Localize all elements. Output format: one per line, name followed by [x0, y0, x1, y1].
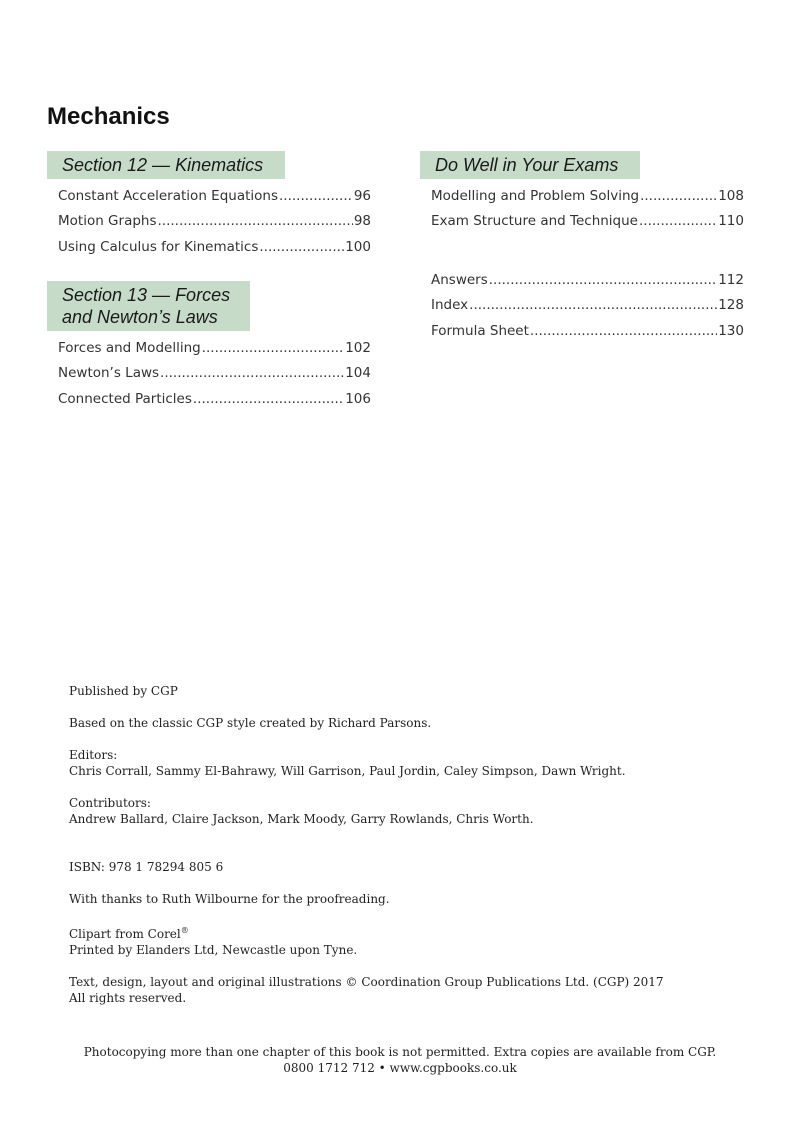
toc-entry-title: Newton’s Laws — [58, 365, 160, 382]
contributors-list: Andrew Ballard, Claire Jackson, Mark Moody, Garry Rowlands, Chris Worth. — [69, 812, 534, 826]
registered-mark: ® — [180, 926, 189, 935]
toc-entry[interactable] — [58, 187, 371, 212]
footer — [0, 1044, 800, 1076]
toc-entry-title: Modelling and Problem Solving — [431, 188, 640, 204]
toc-entry-title: Forces and Modelling — [58, 340, 201, 356]
toc-entry[interactable] — [431, 271, 744, 296]
toc-leader — [259, 238, 344, 256]
photocopy-notice: Photocopying more than one chapter of this book is not permitted. Extra copies are available from CGP. — [83, 1045, 717, 1059]
clipart-text: Clipart from Corel — [69, 927, 181, 941]
copyright-notice: Text, design, layout and original illustrations © Coordination Group Publications Ltd. (CGP) 2017 — [69, 975, 664, 989]
toc-entry-title: Index — [431, 297, 469, 314]
rights-reserved: All rights reserved. — [69, 991, 187, 1005]
toc-entry-title: Answers — [431, 272, 488, 288]
toc-leader — [639, 212, 717, 230]
toc-entry-title: Exam Structure and Technique — [431, 213, 638, 230]
toc-entry-title: Motion Graphs — [58, 213, 157, 230]
toc-entry-title: Formula Sheet — [431, 322, 529, 339]
section-13-title-line2: and Newton’s Laws — [62, 307, 218, 327]
section-12-toc — [58, 187, 371, 263]
exams-section-title: Do Well in Your Exams — [435, 155, 619, 175]
based-on: Based on the classic CGP style created by Richard Parsons. — [69, 716, 432, 730]
isbn: ISBN: 978 1 78294 805 6 — [69, 860, 224, 874]
toc-entry[interactable] — [431, 212, 744, 237]
section-13-toc — [58, 339, 371, 415]
toc-entry-page: 98 — [353, 213, 371, 230]
toc-leader — [193, 390, 344, 408]
contact-line: 0800 1712 712 • www.cgpbooks.co.uk — [283, 1061, 517, 1075]
exams-section-header — [420, 151, 640, 179]
toc-entry-page: 102 — [345, 340, 371, 356]
toc-entry-page: 110 — [718, 213, 744, 230]
toc-entry[interactable] — [58, 390, 371, 415]
toc-entry-page: 100 — [345, 238, 371, 255]
toc-entry-page: 128 — [718, 297, 744, 314]
contributors-label: Contributors: — [69, 796, 151, 810]
publishing-info — [69, 683, 749, 1006]
toc-entry-page: 104 — [345, 365, 371, 382]
toc-entry-page: 108 — [718, 188, 744, 204]
toc-leader — [530, 322, 717, 340]
clipart-credit — [69, 923, 749, 942]
toc-entry[interactable] — [58, 339, 371, 364]
toc-entry-title: Using Calculus for Kinematics — [58, 238, 259, 255]
editors-label: Editors: — [69, 748, 118, 762]
published-by: Published by CGP — [69, 684, 178, 698]
toc-leader — [158, 212, 353, 230]
toc-entry-page: 106 — [345, 390, 371, 407]
toc-entry[interactable] — [58, 364, 371, 389]
exams-toc — [431, 187, 744, 238]
toc-entry-page: 130 — [718, 322, 744, 339]
toc-entry[interactable] — [431, 296, 744, 321]
toc-leader — [489, 271, 717, 289]
toc-leader — [279, 187, 353, 205]
toc-entry[interactable] — [58, 238, 371, 263]
section-12-header — [47, 151, 285, 179]
toc-entry[interactable] — [58, 212, 371, 237]
section-13-title-line1: Section 13 — Forces — [62, 285, 231, 305]
toc-entry-page: 96 — [353, 188, 371, 204]
page-heading: Mechanics — [47, 103, 170, 130]
toc-leader — [469, 296, 717, 314]
printer-credit: Printed by Elanders Ltd, Newcastle upon Tyne. — [69, 943, 358, 957]
toc-leader — [160, 364, 344, 382]
proofreading-thanks: With thanks to Ruth Wilbourne for the proofreading. — [69, 892, 390, 906]
toc-entry-page: 112 — [718, 272, 744, 288]
toc-entry-title: Constant Acceleration Equations — [58, 188, 278, 204]
toc-leader — [202, 339, 345, 357]
toc-entry-title: Connected Particles — [58, 390, 192, 407]
toc-entry[interactable] — [431, 322, 744, 347]
editors-list: Chris Corrall, Sammy El-Bahrawy, Will Garrison, Paul Jordin, Caley Simpson, Dawn Wright. — [69, 764, 626, 778]
toc-entry[interactable] — [431, 187, 744, 212]
extras-toc — [431, 271, 744, 347]
section-13-header — [47, 281, 250, 331]
toc-leader — [640, 187, 717, 205]
section-12-title: Section 12 — Kinematics — [62, 155, 264, 175]
